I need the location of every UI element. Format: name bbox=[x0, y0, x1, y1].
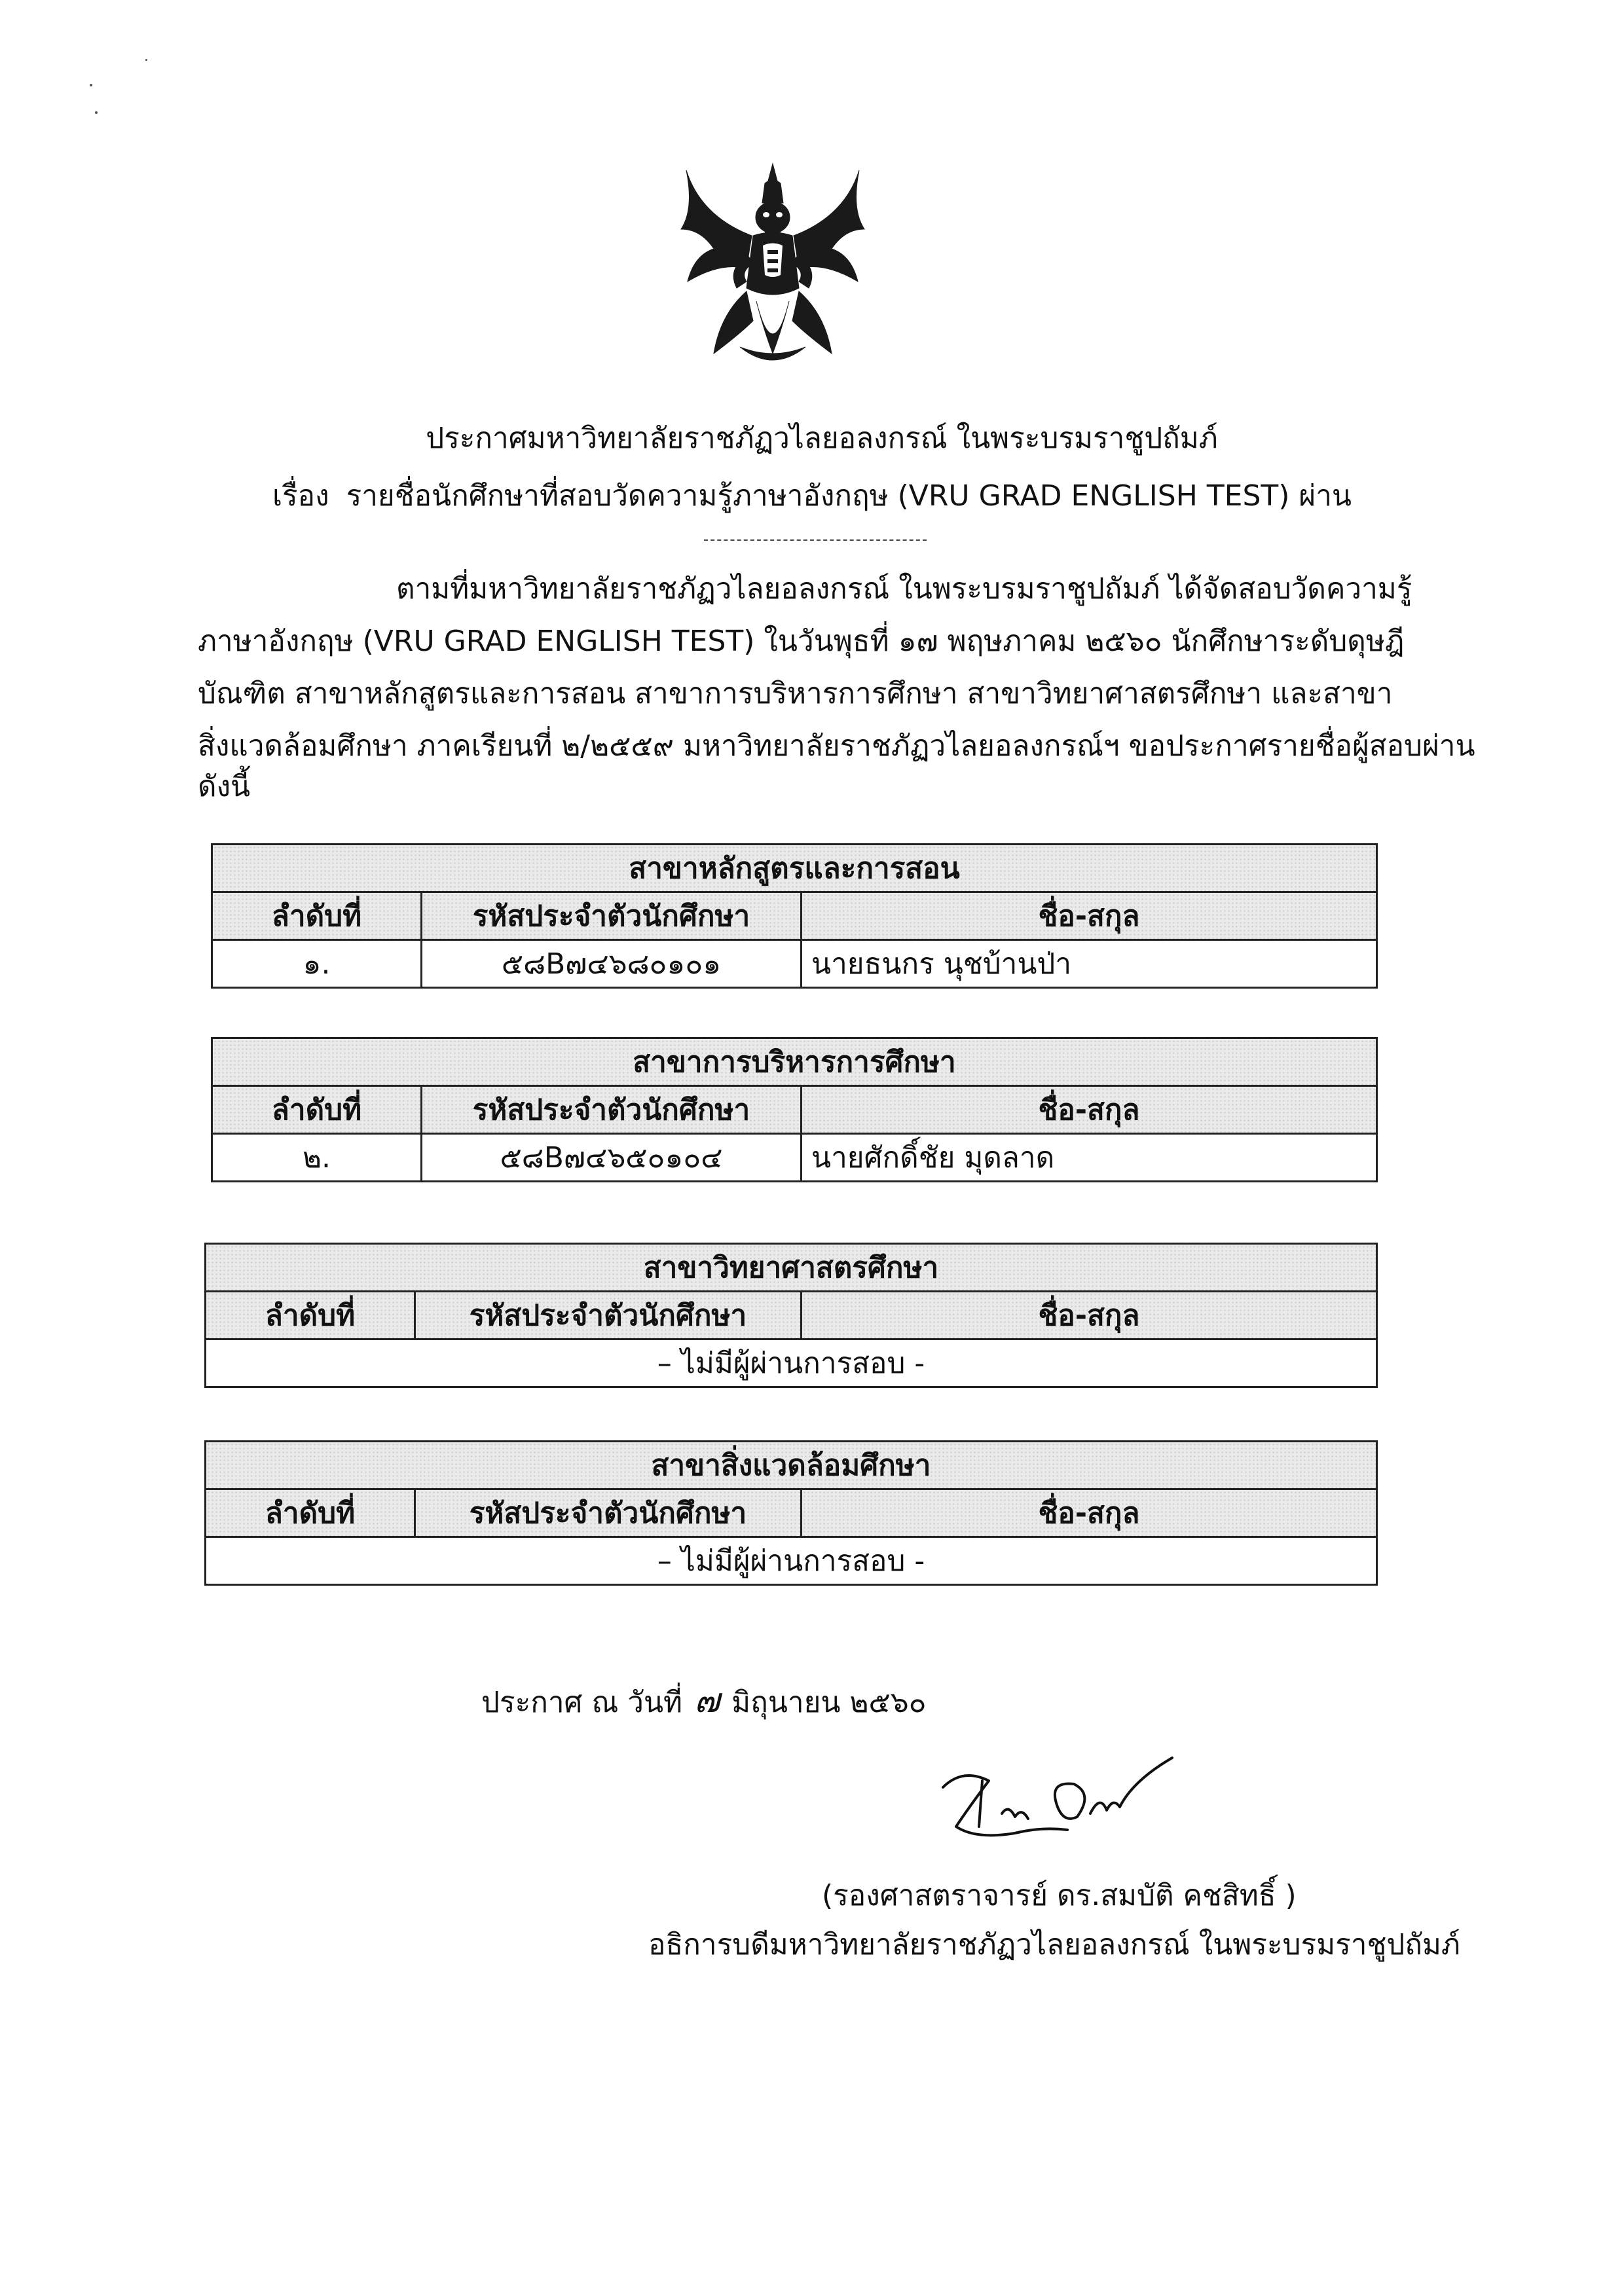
cell-order: ๑. bbox=[212, 940, 422, 988]
date-month-year: มิถุนายน ๒๕๖๐ bbox=[731, 1686, 927, 1719]
table-row bbox=[212, 1134, 1377, 1182]
date-prefix: ประกาศ ณ วันที่ bbox=[481, 1686, 683, 1719]
paragraph-line: ภาษาอังกฤษ (VRU GRAD ENGLISH TEST) ในวันพุธที่ ๑๗ พฤษภาคม ๒๕๖๐ นักศึกษาระดับดุษฎี bbox=[198, 625, 1405, 658]
cell-name: นายธนกร นุชบ้านป่า bbox=[802, 940, 1377, 988]
announcement-date bbox=[481, 1673, 927, 1727]
table-title: สาขาวิทยาศาสตรศึกษา bbox=[206, 1244, 1377, 1292]
col-header-order: ลำดับที่ bbox=[206, 1489, 415, 1537]
table-title: สาขาสิ่งแวดล้อมศึกษา bbox=[206, 1442, 1377, 1489]
paragraph-line: ตามที่มหาวิทยาลัยราชภัฏวไลยอลงกรณ์ ในพระบรมราชูปถัมภ์ ได้จัดสอบวัดความรู้ bbox=[396, 572, 1412, 606]
col-header-student-id: รหัสประจำตัวนักศึกษา bbox=[415, 1489, 802, 1537]
results-table-science-education bbox=[204, 1243, 1378, 1388]
signer-name: (รองศาสตราจารย์ ดร.สมบัติ คชสิทธิ์ ) bbox=[822, 1879, 1297, 1912]
no-passers-text: – ไม่มีผู้ผ่านการสอบ - bbox=[206, 1339, 1377, 1387]
title-divider bbox=[704, 539, 927, 541]
results-table-administration bbox=[211, 1037, 1378, 1182]
results-table-curriculum bbox=[211, 843, 1378, 989]
cell-student-id: ๕๘B๗๔๖๘๐๑๐๑ bbox=[422, 940, 802, 988]
col-header-order: ลำดับที่ bbox=[206, 1292, 415, 1339]
scan-speck bbox=[145, 59, 147, 61]
col-header-name: ชื่อ-สกุล bbox=[802, 1292, 1377, 1339]
announcement-subject bbox=[0, 477, 1624, 516]
no-passers-text: – ไม่มีผู้ผ่านการสอบ - bbox=[206, 1537, 1377, 1585]
scan-speck bbox=[90, 84, 92, 86]
col-header-name: ชื่อ-สกุล bbox=[802, 892, 1377, 940]
col-header-student-id: รหัสประจำตัวนักศึกษา bbox=[415, 1292, 802, 1339]
table-row bbox=[212, 940, 1377, 988]
garuda-emblem bbox=[674, 157, 871, 380]
paragraph-line: บัณฑิต สาขาหลักสูตรและการสอน สาขาการบริหารการศึกษา สาขาวิทยาศาสตรศึกษา และสาขา bbox=[198, 677, 1393, 710]
col-header-name: ชื่อ-สกุล bbox=[802, 1086, 1377, 1134]
table-title: สาขาหลักสูตรและการสอน bbox=[212, 845, 1377, 892]
col-header-name: ชื่อ-สกุล bbox=[802, 1489, 1377, 1537]
col-header-order: ลำดับที่ bbox=[212, 1086, 422, 1134]
handwritten-signature bbox=[917, 1741, 1231, 1853]
cell-student-id: ๕๘B๗๔๖๕๐๑๐๔ bbox=[422, 1134, 802, 1182]
announcement-title: ประกาศมหาวิทยาลัยราชภัฏวไลยอลงกรณ์ ในพระบรมราชูปถัมภ์ bbox=[426, 422, 1218, 455]
results-table-environmental-education bbox=[204, 1440, 1378, 1586]
col-header-student-id: รหัสประจำตัวนักศึกษา bbox=[422, 1086, 802, 1134]
scan-speck bbox=[95, 111, 98, 114]
date-day: ๗ bbox=[694, 1681, 720, 1721]
cell-order: ๒. bbox=[212, 1134, 422, 1182]
cell-name: นายศักดิ์ชัย มุดลาด bbox=[802, 1134, 1377, 1182]
paragraph-line: ดังนี้ bbox=[198, 770, 251, 803]
col-header-student-id: รหัสประจำตัวนักศึกษา bbox=[422, 892, 802, 940]
col-header-order: ลำดับที่ bbox=[212, 892, 422, 940]
paragraph-line: สิ่งแวดล้อมศึกษา ภาคเรียนที่ ๒/๒๕๕๙ มหาวิทยาลัยราชภัฏวไลยอลงกรณ์ฯ ขอประกาศรายชื่อผู้สอบผ่าน bbox=[198, 729, 1475, 763]
subject-text: รายชื่อนักศึกษาที่สอบวัดความรู้ภาษาอังกฤษ (VRU GRAD ENGLISH TEST) ผ่าน bbox=[346, 479, 1352, 513]
table-title: สาขาการบริหารการศึกษา bbox=[212, 1038, 1377, 1086]
signer-position: อธิการบดีมหาวิทยาลัยราชภัฏวไลยอลงกรณ์ ในพระบรมราชูปถัมภ์ bbox=[648, 1928, 1460, 1961]
subject-prefix: เรื่อง bbox=[272, 479, 329, 513]
